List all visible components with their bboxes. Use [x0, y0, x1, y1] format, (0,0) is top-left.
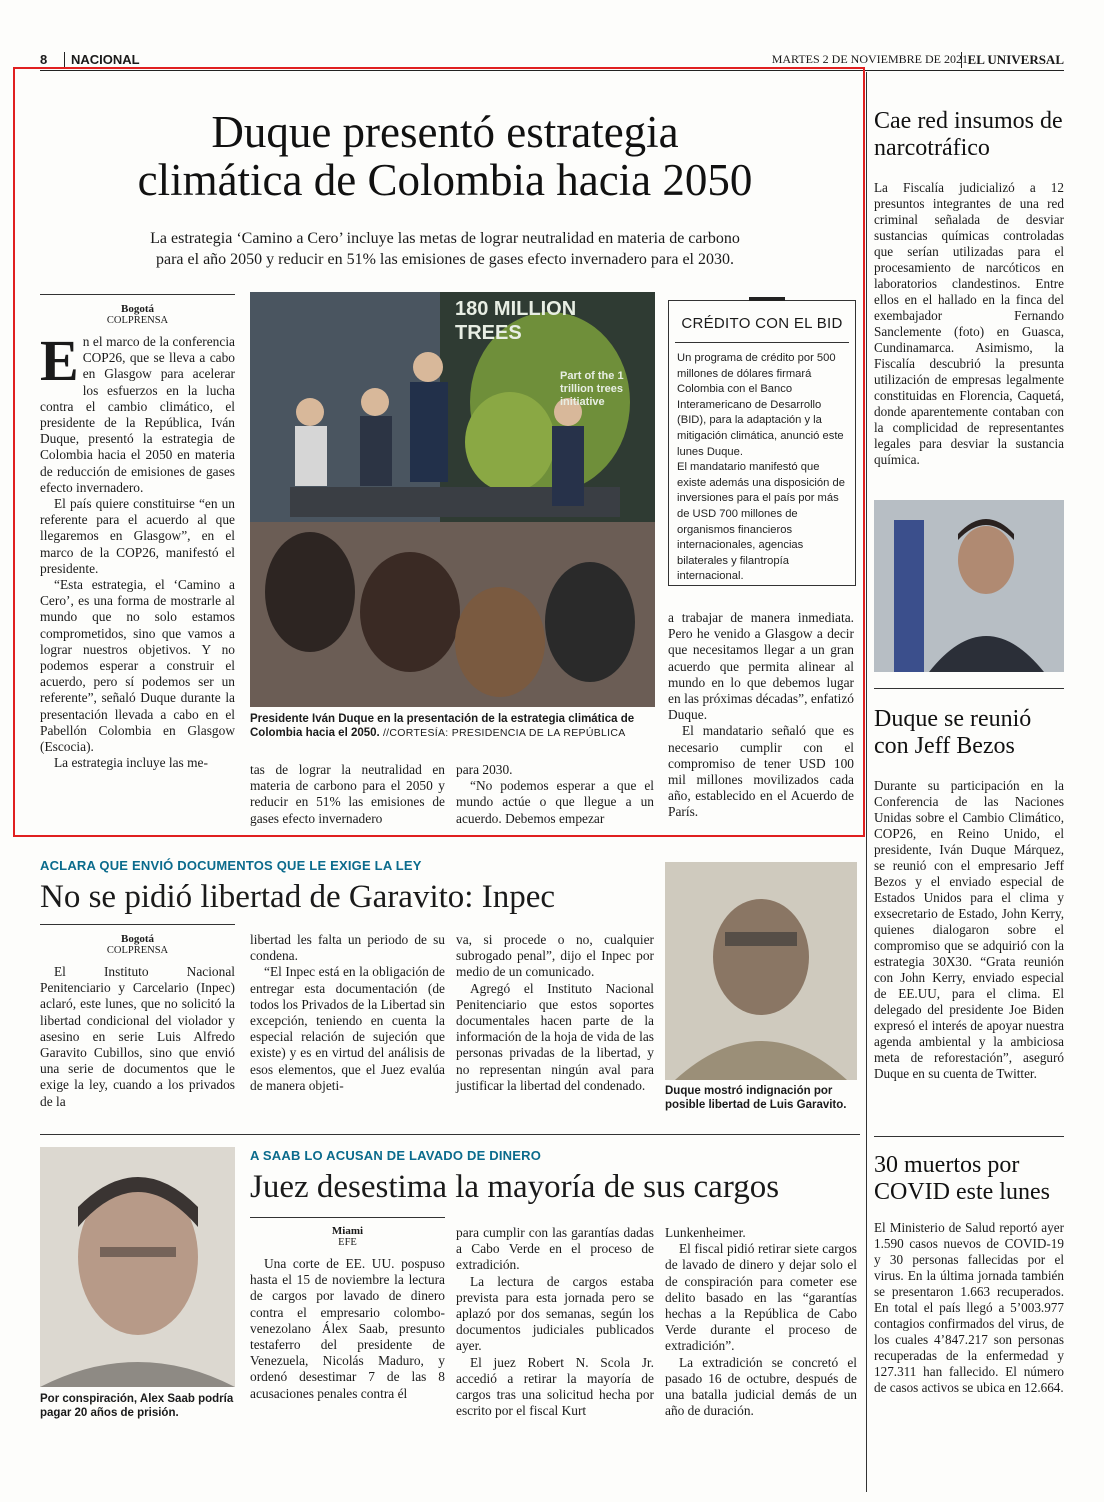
saab-col2-p2: La lectura de cargos estaba prevista para esta jornada pero se aplazó por dos semanas, según los documentos judiciales publicados ayer. — [456, 1273, 654, 1354]
main-col4-p2: El mandatario señaló que es necesario cumplir con el compromiso de tener USD 100 mil millones movilizados cada año, establecido en el Acuerdo de París. — [668, 723, 854, 820]
deck-line1: La estrategia ‘Camino a Cero’ incluye las metas de lograr neutralidad en materia de carbono — [150, 230, 740, 247]
garavito-col3 — [456, 932, 654, 1094]
garavito-portrait — [665, 862, 857, 1080]
caption-credit: //CORTESÍA: PRESIDENCIA DE LA REPÚBLICA — [382, 727, 626, 739]
main-p4: La estrategia incluye las me- — [54, 755, 208, 771]
main-col2-text: tas de lograr la neutralidad en materia de carbono para el 2050 y reducir en 51% las emisiones de gases efecto invernadero — [250, 762, 445, 826]
saab-divider — [250, 1217, 445, 1218]
saab-portrait — [40, 1147, 235, 1387]
headline-line1: Duque presentó estrategia — [211, 107, 679, 157]
saab-dateline-agency: EFE — [338, 1237, 357, 1248]
dateline-city: Bogotá — [121, 303, 154, 315]
garavito-col1-text: El Instituto Nacional Penitenciario y Carcelario (Inpec) aclaró, este lunes, que no solicitó la libertad condicional del violador y asesino en serie Luis Alfredo Garavito Cubillos, sino que envió una serie de documentos que le exige la ley, cuando a los privados de la — [40, 964, 235, 1109]
page-number: 8 — [40, 52, 48, 67]
garavito-dateline-agency: COLPRENSA — [106, 945, 169, 956]
sanclemente-photo — [874, 500, 1064, 672]
garavito-col2-p1: libertad les falta un periodo de su condena. — [250, 932, 445, 964]
saab-dateline — [250, 1225, 445, 1249]
headline-line2: climática de Colombia hacia 2050 — [137, 155, 753, 205]
sidebar-p2: El mandatario manifestó que existe además una disposición de inversiones para el país por más de USD 700 millones de organismos financieros internacionales, agencias bilaterales y filantropía internacional. — [677, 461, 845, 583]
right-divider-2 — [874, 1136, 1064, 1137]
garavito-dateline — [40, 933, 235, 957]
garavito-col2 — [250, 932, 445, 1094]
garavito-col1 — [40, 964, 235, 1110]
saab-col3 — [665, 1225, 857, 1419]
covid-text: El Ministerio de Salud reportó ayer 1.590 casos nuevos de COVID-19 y 30 personas fallecidas por el virus. En la última jornada también se presentaron 1.663 recuperados. En total el país llegó a 5’003.977 contagios confirmados del virus, de los cuales 4’847.217 son personas recuperadas de la enfermedad y 127.311 han fallecido. El número de casos activos se ubica en 12.664. — [874, 1220, 1064, 1395]
saab-col3-p1: Lunkenheimer. — [665, 1225, 746, 1240]
garavito-divider — [40, 924, 235, 925]
main-col3-p1: para 2030. — [456, 762, 513, 777]
covid-headline: 30 muertos por COVID este lunes — [874, 1152, 1050, 1205]
saab-kicker: A SAAB LO ACUSAN DE LAVADO DE DINERO — [250, 1148, 542, 1163]
saab-col1-text: Una corte de EE. UU. pospuso hasta el 15 de noviembre la lectura de cargos por lavado de dinero contra el empresario colombo-venezolano Álex Saab, presunto testaferro del presidente de Venezuela, Nicolás Maduro, y ordenó desestimar 7 de las 8 acusaciones penales contra él — [250, 1256, 445, 1401]
sidebar-p1: Un programa de crédito por 500 millones de dólares firmará Colombia con el Banco Interamericano de Desarrollo (BID), para la adaptación y la mitigación climática, anunció este lunes Duque. — [677, 352, 844, 458]
saab-headline: Juez desestima la mayoría de sus cargos — [250, 1169, 780, 1205]
caption-text: Presidente Iván Duque en la presentación de la estrategia climática de Colombia hacia el 2050. — [250, 713, 635, 739]
garavito-col3-p2: Agregó el Instituto Nacional Penitenciario que estos soportes documentales hacen parte de la información de la hoja de vida de las personas privadas de la libertad, y no representan ningún aval para justificar la libertad del condenado. — [456, 980, 654, 1093]
right-column-divider — [866, 72, 867, 1492]
sidebar-title: CRÉDITO CON EL BID — [681, 315, 843, 332]
main-p3: “Esta estrategia, el ‘Camino a Cero’, es una forma de mostrarle al mundo que no solo estamos comprometidos, sino que vamos a lograr nuestros objetivos. Y no podemos esperar a construir el acuerdo, pero sí podemos ser un referente”, señaló Duque durante la presentación llevada a cabo en el Pabellón Colombia en Glasgow (Escocia). — [40, 577, 235, 755]
saab-col1 — [250, 1256, 445, 1402]
garavito-headline: No se pidió libertad de Garavito: Inpec — [40, 879, 555, 915]
photo-sign-line3: Part of the 1 trillion trees initiative — [560, 370, 624, 408]
garavito-photo — [665, 862, 857, 1080]
garavito-col2-p2: “El Inpec está en la obligación de entregar esta documentación (de todos los Privados de la Libertad sin excepción, teniendo en cuenta la especial relación de sujeción que existe) y es en virtud del análisis de esos elementos, que el Juez evalúa de manera objeti- — [250, 964, 445, 1093]
saab-dateline-city: Miami — [331, 1225, 364, 1237]
saab-col2-p1: para cumplir con las garantías dadas a Cabo Verde en el proceso de extradición. — [456, 1225, 654, 1273]
main-col3-p2: “No podemos esperar a que el mundo actúe o que llegue a un acuerdo. Debemos empezar — [456, 778, 654, 826]
saab-col2 — [456, 1225, 654, 1419]
sanclemente-portrait — [874, 500, 1064, 672]
deck-line2: para el año 2050 y reducir en 51% las emisiones de gases efecto invernadero para el 2030. — [156, 251, 734, 268]
narco-headline: Cae red insumos de narcotráfico — [874, 108, 1063, 161]
saab-caption: Por conspiración, Alex Saab podría pagar 20 años de prisión. — [40, 1393, 234, 1419]
garavito-dateline-city: Bogotá — [121, 933, 154, 945]
main-col4-p1: a trabajar de manera inmediata. Pero he venido a Glasgow a decir que necesitamos llegar a un gran acuerdo que permita alinear al mundo en lo que debemos lugar en las próximas décadas”, enfatizó Duque. — [668, 610, 854, 723]
saab-col3-p2: El fiscal pidió retirar siete cargos de lavado de dinero y dejar solo el de conspiración para cometer ese delito basado en las “garantías hechas a la República de Cabo Verde durante el proceso de extradición”. — [665, 1241, 857, 1354]
saab-col3-p3: La extradición se concretó el pasado 16 de octubre, después de una batalla judicial demás de un año de duración. — [665, 1354, 857, 1419]
highlight-box — [13, 67, 865, 837]
garavito-kicker: ACLARA QUE ENVIÓ DOCUMENTOS QUE LE EXIGE LA LEY — [40, 858, 422, 873]
main-p2: El país quiere constituirse “en un referente para el acuerdo al que llegaremos en Glasgow”, en el marco de la COP26, manifestó el presidente. — [40, 496, 235, 576]
right-divider-1 — [874, 688, 1064, 689]
saab-top-divider — [40, 1134, 860, 1135]
bezos-text: Durante su participación en la Conferencia de las Naciones Unidas sobre el Cambio Climático, COP26, en Reino Unido, el presidente, Iván Duque Márquez, se reunió con el empresario Jeff Bezos y el enviado especial de Estados Unidos para el clima y exsecretario de Estado, John Kerry, quienes dialogaron sobre el compromiso que se adquirió con la estrategia 30X30. “Grata reunión con John Kerry, enviado especial de EE.UU, para el clima. El delegado del presidente Joe Biden expresó el interés de apoyar nuestra agenda ambiental y la ambiciosa meta de reforestación”, aseguró Duque en su cuenta de Twitter. — [874, 778, 1064, 1081]
main-p1: n el marco de la conferencia COP26, que se lleva a cabo en Glasgow para acelerar los esfuerzos en la lucha contra el cambio climático, el presidente de la República, Iván Duque, presentó la estrategia de Colombia hacia el 2050 en materia de reducción de emisiones de gases efecto invernadero. — [40, 334, 235, 495]
narco-text: La Fiscalía judicializó a 12 presuntos integrantes de una red criminal señalada de desviar sustancias químicas controladas que serían utilizadas para el procesamiento de narcóticos en laboratorios clandestinos. Entre ellos en el hallado en la finca del exembajador Fernando Sanclemente (foto) en Guasca, Cundinamarca. Asimismo, la Fiscalía descubrió la presunta utilización de empresas legalmente constituidas en Florencia, Caquetá, donde aparentemente contaban con la complicidad de representantes legales para desviar la sustancia química. — [874, 180, 1064, 467]
saab-photo — [40, 1147, 235, 1387]
photo-sign-line2: TREES — [455, 322, 522, 344]
dropcap: E — [40, 328, 79, 393]
dateline-agency: COLPRENSA — [106, 315, 169, 326]
garavito-caption: Duque mostró indignación por posible libertad de Luis Garavito. — [665, 1085, 847, 1111]
bezos-headline: Duque se reunió con Jeff Bezos — [874, 706, 1032, 759]
garavito-col3-p1: va, si procede o no, cualquier subrogado penal”, dijo el Inpec por medio de un comunicado. — [456, 932, 654, 980]
section-name: NACIONAL — [64, 52, 140, 67]
newspaper-name: EL UNIVERSAL — [961, 52, 1064, 68]
photo-sign-line1: 180 MILLION — [455, 298, 577, 320]
saab-col2-p3: El juez Robert N. Scola Jr. accedió a retirar la mayoría de cargos tras una solicitud hecha por escrito por el fiscal Kurt — [456, 1354, 654, 1419]
header-date: MARTES 2 DE NOVIEMBRE DE 2021 — [771, 52, 968, 66]
